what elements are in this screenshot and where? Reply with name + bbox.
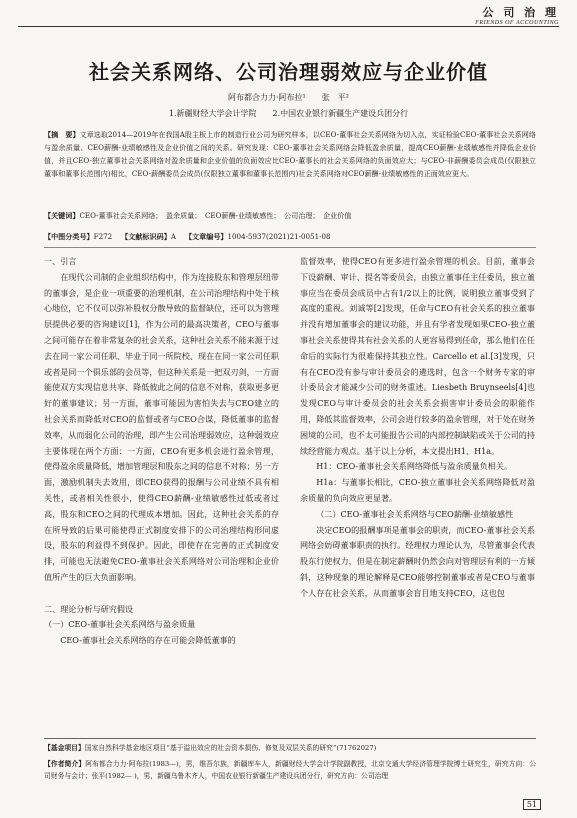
- footnote-rule: [44, 738, 536, 739]
- body-paragraph: H1a：与董事长相比，CEO-独立董事社会关系网络降低对盈余质量的负向效应更显著。: [300, 477, 535, 503]
- journal-section-cn: 公 司 治 理: [482, 6, 559, 19]
- keywords-label: 【关键词】: [44, 211, 80, 220]
- journal-name-en: FRIENDS OF ACCOUNTING: [475, 20, 559, 26]
- body-paragraph: CEO-董事社会关系网络的存在可能会降低董事的: [60, 635, 236, 646]
- keywords: [44, 211, 536, 221]
- section-gap: [44, 586, 279, 602]
- header-rule: [18, 26, 559, 27]
- classification-line: [44, 232, 536, 242]
- keywords-text: CEO-董事社会关系网络； 盈余质量； CEO薪酬-业绩敏感性； 公司治理； 企业价值: [79, 211, 352, 220]
- abstract-separator: [44, 247, 536, 248]
- fund-note: [44, 742, 536, 754]
- section-heading: （二）CEO-董事社会关系网络与CEO薪酬-业绩敏感性: [316, 508, 514, 519]
- section-heading: 一、引言: [44, 256, 77, 266]
- page-number: 51: [523, 799, 541, 810]
- paper-title: 社会关系网络、公司治理弱效应与企业价值: [89, 60, 488, 84]
- abstract-text: 文章选取2014—2019年在我国A股主板上市的制造行业公司为研究样本，以CEO-董事社会关系网络为切入点，实证检验CEO-董事社会关系网络与盈余质量、CEO薪酬-业绩敏感性及企业价值之间的关系。研究发现：CEO-董事社会关系网络会降低盈余质量，提高CEO薪酬-业绩敏感性并降低企业价值，并且CEO-独立董事社会关系网络对盈余质量和企业价值的负面效应比CEO-董事长的社会关系网络的负面效应大；与CEO-非薪酬委员会成员(仅限独立董事和董事长范围内)相比，CEO-薪酬委员会成员(仅限独立董事和董事长范围内)社会关系网络对CEO薪酬-业绩敏感性的正面效应更大。: [44, 130, 537, 178]
- article-number-label: 【文章编号】: [184, 232, 228, 241]
- article-number: 1004-5937(2021)21-0051-08: [227, 232, 331, 241]
- section-heading: 二、理论分析与研究假设: [44, 603, 134, 614]
- clc-code: F272: [93, 232, 113, 241]
- doc-code: A: [170, 232, 176, 241]
- fund-text: 国家自然科学基金地区项目“基于溢出效应的社会资本损伤、修复及双层关系的研究”(71762027): [84, 744, 377, 752]
- body-right-column: [300, 254, 535, 602]
- authors: 阿布都合力力·阿布拉¹ 张 平²: [228, 93, 349, 102]
- fund-label: 【基金项目】: [44, 744, 85, 752]
- clc-label: 【中图分类号】: [44, 232, 94, 241]
- body-paragraph: 决定CEO的报酬事项是董事会的职责，而CEO-董事社会关系网络会妨碍董事职责的执行。经理权力理论认为，尽管董事会代表股东行使权力，但是在制定薪酬时仍然会向对管理层有利的一方倾斜，这种现象的理论解释是CEO能够控制董事或者是CEO与董事个人存在社会关系，从而董事会盲目地支持CEO，这也包: [300, 524, 535, 598]
- abstract: [44, 128, 536, 180]
- author-bio-text: 阿布都合力力·阿布拉(1983—)，男，维吾尔族，新疆库车人，新疆财经大学会计学院副教授，北京交通大学经济管理学院博士研究生，研究方向：公司财务与会计；张平(1982— )，男，新疆乌鲁木齐人，中国农业银行新疆生产建设兵团分行，研究方向：公司治理: [44, 760, 537, 780]
- body-paragraph: 监督效率，使得CEO有更多进行盈余管理的机会。目前，董事会下设薪酬、审计、提名等委员会，由独立董事任主任委员，独立董事应当在委员会成员中占有1/2以上的比例，说明独立董事受到了高度的重视。刘诚等[2]发现，任命与CEO有社会关系的独立董事并没有增加董事会的建议功能，并且有学者发现如果CEO-独立董事社会关系使得其有社会关系的人更容易得到任命，那么他们在任命后的实际行为很难保持其独立性。Carcello et al.[3]发现，只有在CEO没有参与审计委员会的遴选时，包含一个财务专家的审计委员会才能减少公司的财务重述。Liesbeth Bruynseels[4]也发现CEO与审计委员会的社会关系会损害审计委员会的职能作用，降低其监督效率，公司会进行较多的盈余管理，对于处在财务困境的公司，也不太可能报告公司的内部控制缺陷或关于公司的持续经营能力观点。基于以上分析，本文提出H1、H1a。: [300, 256, 535, 456]
- abstract-label: 【摘 要】: [44, 130, 80, 139]
- author-bio-label: 【作者简介】: [44, 760, 86, 768]
- body-left-column: [44, 254, 279, 649]
- body-paragraph: H1：CEO-董事社会关系网络降低与盈余质量负相关。: [316, 461, 513, 472]
- running-header: [475, 4, 559, 26]
- body-paragraph: 在现代公司制的企业组织结构中，作为连接股东和管理层纽带的董事会，是企业一项重要的治理机制，在公司治理结构中处于核心地位，它不仅可以弥补股权分散导致的监督缺位，还可以为管理层提供必要的咨询建议[1]，作为公司的最高决策者，CEO与董事之间可能存在着非常复杂的社会关系，这种社会关系不能来源于过去在同一家公司任职、毕业于同一所院校、现在在同一家公司任职或者是同一个俱乐部的会员等，但这种关系是一把双刃剑，一方面能使双方实现信息共享、降低彼此之间的信息不对称，获取更多更好的董事建议；另一方面，董事可能因为害怕失去与CEO建立的社会关系而降低对CEO的监督或者与CEO合谋，降低董事的监督效率，从而弱化公司的治理，即产生公司治理弱效应，这种弱效应主要体现在两个方面：一方面，CEO有更多机会进行盈余管理，使得盈余质量降低，增加管理层和股东之间的信息不对称；另一方面，激励机制失去效用，即CEO获得的报酬与公司业绩不具有相关性，或者相关性很小，使得CEO薪酬-业绩敏感性过低或者过高，股东和CEO之间的代理成本增加。因此，这种社会关系的存在所导致的后果可能使得正式制度安排下的公司治理结构形同虚设，股东的利益得不到保护。因此，即使存在完善的正式制度安排，可能也无法避免CEO-董事社会关系网络对公司治理和企业价值所产生的巨大负面影响。: [44, 271, 279, 582]
- doc-code-label: 【文献标识码】: [121, 232, 171, 241]
- affiliations: 1.新疆财经大学会计学院 2.中国农业银行新疆生产建设兵团分行: [168, 109, 409, 118]
- section-heading: （一）CEO-董事社会关系网络与盈余质量: [44, 619, 196, 630]
- author-bio-note: [44, 758, 536, 782]
